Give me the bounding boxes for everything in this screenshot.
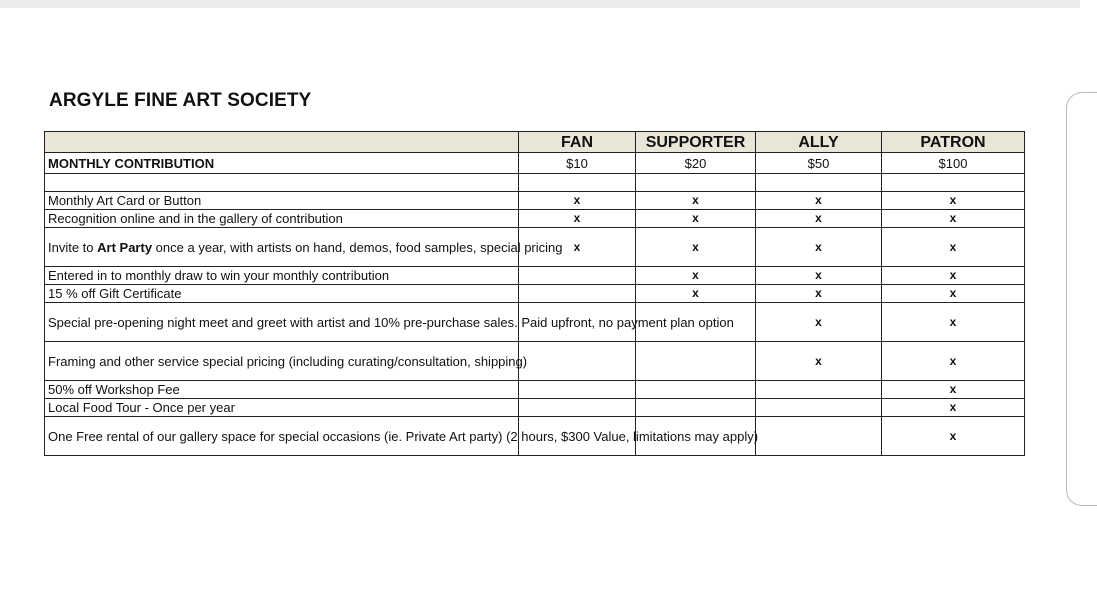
patron-check-mark: x [882,381,1025,399]
fan-check-mark [519,267,636,285]
page-edge-handle[interactable] [1066,92,1097,506]
patron-check-mark: x [882,210,1025,228]
spacer-cell [45,174,519,192]
feature-label: 50% off Workshop Fee [45,381,519,399]
feature-row [45,381,1025,399]
spacer-cell [756,174,882,192]
feature-label: Local Food Tour - Once per year [45,399,519,417]
membership-tier-table [44,131,1025,456]
feature-label [45,228,563,267]
supporter-check-mark: x [636,228,756,267]
ally-check-mark: x [756,192,882,210]
tier-name-ally: ALLY [756,132,882,153]
patron-check-mark: x [882,399,1025,417]
feature-row [45,267,1025,285]
fan-check-mark: x [519,210,636,228]
spacer-cell [519,174,636,192]
feature-label: Framing and other service special pricing (including curating/consultation, shipping) [45,342,519,381]
supporter-check-mark: x [636,267,756,285]
supporter-check-mark: x [636,210,756,228]
feature-label: One Free rental of our gallery space for special occasions (ie. Private Art party) (2 hours, $300 Value, limitations may apply) [45,417,519,456]
supporter-check-mark [636,399,756,417]
feature-row [45,285,1025,303]
tier-name-fan: FAN [519,132,636,153]
feature-label: Special pre-opening night meet and greet with artist and 10% pre-purchase sales. Paid upfront, no payment plan option [45,303,519,342]
feature-row [45,192,1025,210]
monthly-contribution-row [45,153,1025,174]
tier-price-fan: $10 [519,153,636,174]
feature-row [45,399,1025,417]
ally-check-mark: x [756,285,882,303]
fan-check-mark: x [519,192,636,210]
tier-price-ally: $50 [756,153,882,174]
patron-check-mark: x [882,192,1025,210]
ally-check-mark: x [756,228,882,267]
ally-check-mark: x [756,210,882,228]
tier-price-supporter: $20 [636,153,756,174]
spacer-row [45,174,1025,192]
patron-check-mark: x [882,417,1025,456]
feature-label: Recognition online and in the gallery of contribution [45,210,519,228]
patron-check-mark: x [882,342,1025,381]
ally-check-mark: x [756,342,882,381]
header-blank-cell [45,132,519,153]
fan-check-mark [519,285,636,303]
patron-check-mark: x [882,285,1025,303]
patron-check-mark: x [882,303,1025,342]
feature-row [45,210,1025,228]
feature-row [45,342,1025,381]
document-title: ARGYLE FINE ART SOCIETY [49,90,312,111]
tier-name-patron: PATRON [882,132,1025,153]
tier-price-patron: $100 [882,153,1025,174]
feature-label: Monthly Art Card or Button [45,192,519,210]
fan-check-mark [519,342,636,381]
art-party-emphasis: Art Party [97,239,153,255]
feature-row [45,303,1025,342]
patron-check-mark: x [882,267,1025,285]
ally-check-mark: x [756,303,882,342]
ally-check-mark [756,399,882,417]
feature-row [45,417,1025,456]
fan-check-mark: x [519,228,636,267]
monthly-contribution-label: MONTHLY CONTRIBUTION [45,153,519,174]
supporter-check-mark [636,381,756,399]
feature-row [45,228,1025,267]
supporter-check-mark: x [636,285,756,303]
supporter-check-mark: x [636,192,756,210]
spacer-cell [882,174,1025,192]
top-status-strip [0,0,1080,8]
patron-check-mark: x [882,228,1025,267]
tier-name-supporter: SUPPORTER [636,132,756,153]
ally-check-mark: x [756,267,882,285]
tier-header-row [45,132,1025,153]
fan-check-mark [519,381,636,399]
spacer-cell [636,174,756,192]
feature-label: 15 % off Gift Certificate [45,285,519,303]
feature-text-post: once a year, with artists on hand, demos, food samples, special pricing [152,239,563,255]
ally-check-mark [756,381,882,399]
ally-check-mark [756,417,882,456]
supporter-check-mark [636,342,756,381]
fan-check-mark [519,399,636,417]
feature-text-pre: Invite to [48,239,98,255]
feature-label: Entered in to monthly draw to win your monthly contribution [45,267,519,285]
